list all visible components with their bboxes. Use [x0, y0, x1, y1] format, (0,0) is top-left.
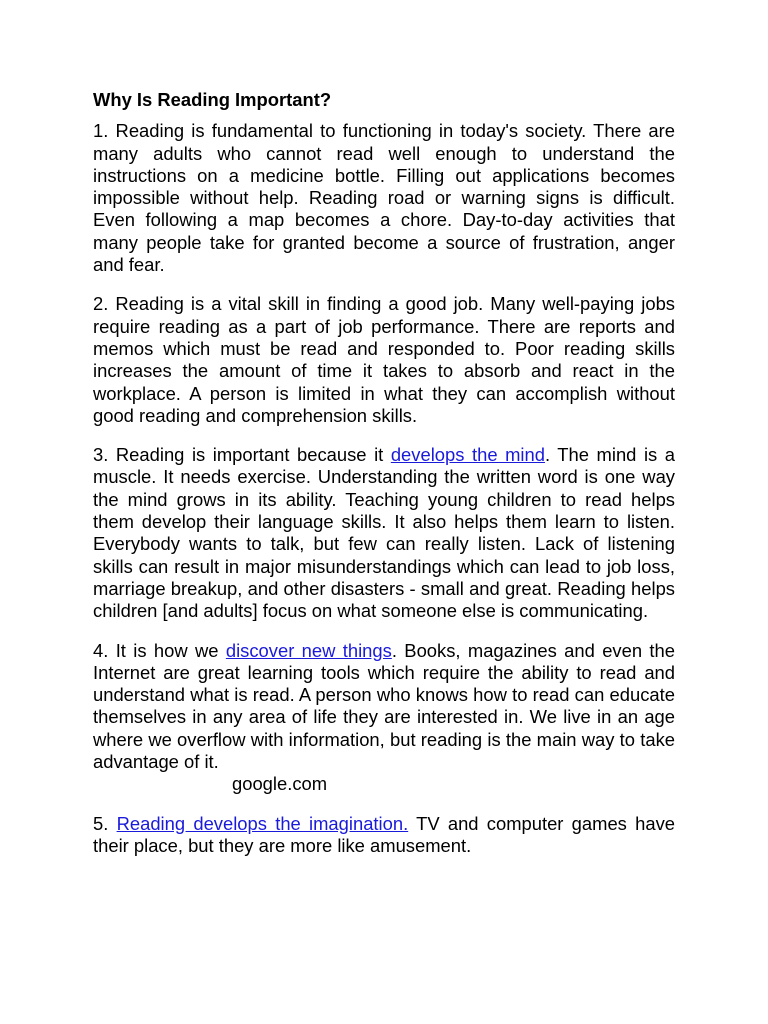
paragraph-5 [93, 813, 675, 858]
paragraph-2: 2. Reading is a vital skill in finding a good job. Many well-paying jobs require reading as a part of job performance. There are reports and memos which must be read and responded to. Poor reading skills increases the amount of time it takes to absorb and react in the workplace. A person is limited in what they can accomplish without good reading and comprehension skills. [93, 293, 675, 426]
paragraph-5-body: TV and computer games have their place, but they are more like amusement. [93, 812, 676, 856]
paragraph-3-lead: 3. Reading is important because it [93, 444, 391, 466]
source-google: google.com [232, 773, 328, 795]
paragraph-3-body: . The mind is a muscle. It needs exercise. Understanding the written word is one way the mind grows in its ability. Teaching young children to read helps them develop their language skills. It also helps them learn to listen. Everybody wants to talk, but few can really listen. Lack of listening skills can result in major misunderstandings which can lead to job loss, marriage breakup, and other disasters - small and great. Reading helps children [and adults] focus on what someone else is communicating. [93, 444, 676, 622]
discover-new-things-link[interactable]: discover new things [225, 639, 392, 661]
document-page [93, 89, 675, 874]
develops-the-mind-link[interactable]: develops the mind [390, 444, 545, 466]
paragraph-4-body: . Books, magazines and even the Internet are great learning tools which require the ability to read and understand what is read. A person who knows how to read can educate themselves in any area of life they are interested in. We live in an age where we overflow with information, but reading is the main way to take advantage of it. [93, 639, 675, 773]
paragraph-4-lead: 4. It is how we [93, 639, 226, 661]
paragraph-5-lead: 5. [93, 812, 117, 834]
document-title: Why Is Reading Important? [93, 89, 332, 110]
paragraph-3 [93, 444, 675, 622]
paragraph-4 [93, 640, 675, 796]
reading-develops-imagination-link[interactable]: Reading develops the imagination. [116, 812, 409, 834]
paragraph-1: 1. Reading is fundamental to functioning in today's society. There are many adults who cannot read well enough to understand the instructions on a medicine bottle. Filling out applications becomes impossible without help. Reading road or warning signs is difficult. Even following a map becomes a chore. Day-to-day activities that many people take for granted become a source of frustration, anger and fear. [93, 120, 675, 276]
